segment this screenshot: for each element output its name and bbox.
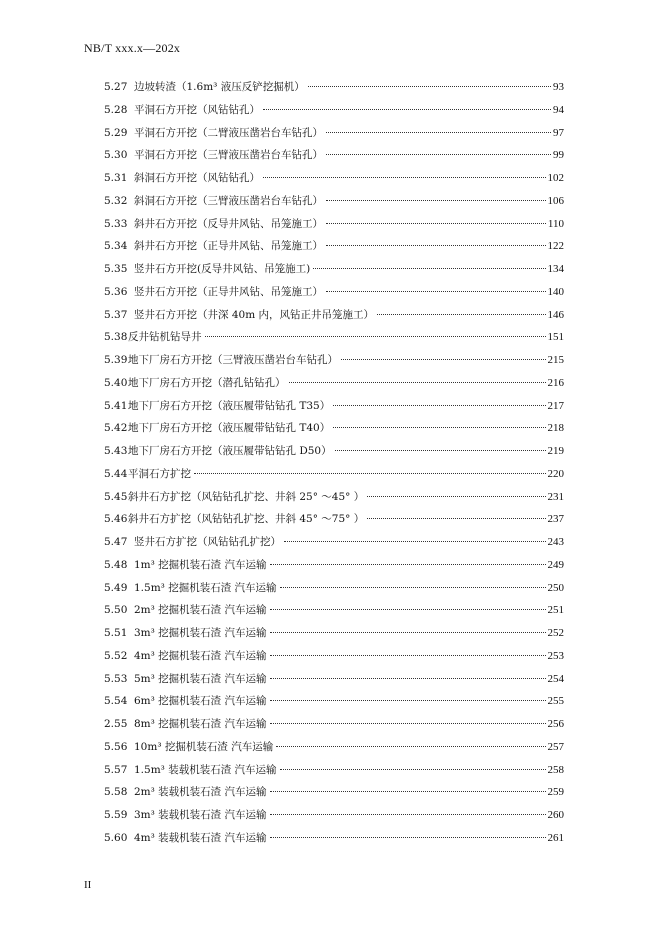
toc-entry-line (134, 714, 564, 734)
toc-entry-number: 5.28 (104, 103, 128, 116)
toc-entry-page: 151 (547, 331, 564, 344)
toc-entry-line (134, 828, 564, 848)
toc-entry-line (128, 487, 564, 507)
toc-entry-title: 5m³ 挖掘机装石渣 汽车运输 (134, 672, 267, 685)
toc-entry-line (134, 532, 564, 552)
dot-leader (280, 769, 546, 770)
toc-entry[interactable] (0, 123, 662, 143)
toc-entry-line (134, 691, 564, 711)
toc-entry-line (134, 168, 564, 188)
toc-entry-title: 斜井石方扩挖（风钻钻孔扩挖、井斜 25° ～45° ） (128, 490, 365, 503)
toc-entry-number: 5.54 (104, 695, 128, 708)
toc-entry-title: 斜井石方扩挖（风钻钻孔扩挖、井斜 45° ～75° ） (128, 513, 365, 526)
dot-leader (313, 268, 545, 269)
toc-entry-line (128, 441, 564, 461)
toc-entry-line (134, 737, 564, 757)
toc-entry[interactable] (0, 236, 662, 256)
toc-entry-title: 1.5m³ 装载机装石渣 汽车运输 (134, 763, 277, 776)
dot-leader (270, 791, 546, 792)
toc-entry-page: 261 (547, 831, 564, 844)
toc-entry-title: 6m³ 挖掘机装石渣 汽车运输 (134, 695, 267, 708)
toc-entry-line (134, 214, 564, 234)
toc-entry[interactable] (0, 441, 662, 461)
dot-leader (270, 678, 546, 679)
toc-entry-page: 255 (547, 695, 564, 708)
toc-entry[interactable] (0, 646, 662, 666)
toc-entry-page: 258 (547, 763, 564, 776)
toc-entry[interactable] (0, 396, 662, 416)
toc-entry-title: 竖井石方开挖(反导井风钻、吊笼施工) (134, 263, 311, 275)
toc-entry-page: 102 (547, 172, 564, 184)
dot-leader (276, 746, 545, 747)
document-code-header: NB/T xxx.x—202x (84, 41, 181, 55)
dot-leader (326, 154, 551, 155)
toc-entry-page: 219 (547, 445, 564, 457)
toc-entry-line (128, 327, 564, 347)
toc-entry-line (134, 191, 564, 211)
dot-leader (270, 723, 546, 724)
toc-entry-number: 5.32 (104, 194, 128, 207)
toc-entry[interactable] (0, 828, 662, 848)
dot-leader (289, 382, 546, 383)
dot-leader (308, 86, 551, 87)
toc-entry-number: 5.46 (104, 513, 128, 526)
page-number-footer: II (84, 879, 92, 891)
toc-entry-page: 99 (553, 149, 564, 162)
toc-entry[interactable] (0, 532, 662, 552)
dot-leader (270, 609, 546, 610)
toc-entry-line (134, 77, 564, 97)
dot-leader (270, 655, 546, 656)
toc-entry-number: 5.36 (104, 285, 128, 298)
toc-entry-page: 215 (547, 354, 564, 366)
dot-leader (377, 314, 546, 315)
toc-entry-title: 10m³ 挖掘机装石渣 汽车运输 (134, 740, 274, 753)
toc-entry-title: 反井钻机钻导井 (128, 331, 202, 344)
toc-entry-number: 5.39 (104, 354, 128, 366)
toc-entry-number: 5.43 (104, 445, 128, 457)
toc-entry[interactable] (0, 373, 662, 393)
toc-entry-line (128, 373, 564, 393)
toc-entry-line (134, 100, 564, 120)
toc-entry-line (134, 578, 564, 598)
toc-entry-number: 5.47 (104, 536, 128, 548)
toc-entry-title: 平洞石方开挖（风钻钻孔） (134, 103, 260, 116)
toc-entry-page: 94 (553, 103, 564, 116)
toc-entry-page: 134 (547, 263, 564, 275)
toc-entry-line (134, 646, 564, 666)
toc-entry[interactable] (0, 782, 662, 802)
toc-entry-page: 254 (547, 672, 564, 685)
toc-entry-page: 93 (553, 81, 564, 93)
toc-entry[interactable] (0, 714, 662, 734)
toc-entry-title: 8m³ 挖掘机装石渣 汽车运输 (134, 718, 267, 730)
toc-entry-line (134, 305, 564, 325)
toc-entry-page: 106 (547, 194, 564, 207)
toc-entry-page: 251 (547, 604, 564, 617)
toc-entry-title: 竖井石方开挖（井深 40m 内，风钻正井吊笼施工） (134, 308, 374, 321)
dot-leader (333, 427, 545, 428)
toc-entry-line (134, 123, 564, 143)
toc-entry-title: 斜洞石方开挖（三臂液压凿岩台车钻孔） (134, 194, 323, 207)
toc-entry-title: 平洞石方开挖（三臂液压凿岩台车钻孔） (134, 149, 323, 162)
toc-entry-page: 122 (547, 240, 564, 253)
dot-leader (284, 541, 546, 542)
toc-entry-line (134, 623, 564, 643)
toc-entry-page: 146 (547, 308, 564, 321)
dot-leader (270, 564, 546, 565)
toc-entry[interactable] (0, 737, 662, 757)
dot-leader (341, 359, 546, 360)
toc-entry[interactable] (0, 623, 662, 643)
toc-entry-title: 4m³ 装载机装石渣 汽车运输 (134, 831, 267, 844)
toc-entry-number: 5.48 (104, 558, 128, 571)
toc-entry-number: 5.52 (104, 649, 128, 662)
toc-entry-title: 竖井石方开挖（正导井风钻、吊笼施工） (134, 285, 323, 298)
toc-entry-page: 249 (547, 558, 564, 571)
toc-entry-title: 2m³ 挖掘机装石渣 汽车运输 (134, 604, 267, 617)
toc-entry-title: 地下厂房石方开挖（潜孔钻钻孔） (128, 376, 286, 389)
toc-entry-title: 地下厂房石方开挖（液压履带钻钻孔 T40） (128, 422, 331, 435)
toc-entry-page: 97 (553, 126, 564, 139)
toc-entry-line (134, 782, 564, 802)
toc-entry[interactable] (0, 760, 662, 780)
dot-leader (270, 837, 546, 838)
dot-leader (367, 518, 545, 519)
toc-entry-line (134, 282, 564, 302)
toc-entry-line (128, 464, 564, 484)
toc-entry-page: 243 (547, 536, 564, 548)
dot-leader (194, 473, 546, 474)
toc-entry-number: 5.49 (104, 581, 128, 594)
toc-entry-number: 2.55 (104, 718, 128, 730)
toc-entry-page: 259 (547, 786, 564, 799)
toc-entry-page: 253 (547, 649, 564, 662)
toc-entry[interactable] (0, 487, 662, 507)
toc-entry-title: 边坡转渣（1.6m³ 液压反铲挖掘机） (134, 81, 305, 93)
toc-entry-title: 平洞石方开挖（二臂液压凿岩台车钻孔） (134, 126, 323, 139)
toc-entry[interactable] (0, 578, 662, 598)
toc-entry-page: 140 (547, 285, 564, 298)
toc-entry-page: 257 (547, 740, 564, 753)
toc-entry-line (128, 396, 564, 416)
dot-leader (280, 587, 546, 588)
toc-entry[interactable] (0, 100, 662, 120)
toc-entry-line (134, 259, 564, 279)
toc-entry[interactable] (0, 669, 662, 689)
dot-leader (326, 200, 546, 201)
toc-entry-number: 5.29 (104, 126, 128, 139)
toc-entry-number: 5.41 (104, 399, 128, 412)
toc-entry[interactable] (0, 145, 662, 165)
toc-entry-line (134, 669, 564, 689)
toc-entry-number: 5.30 (104, 149, 128, 162)
toc-entry-number: 5.38 (104, 331, 128, 344)
toc-entry-page: 256 (547, 718, 564, 730)
dot-leader (205, 336, 546, 337)
toc-entry-page: 218 (547, 422, 564, 435)
toc-entry-title: 1m³ 挖掘机装石渣 汽车运输 (134, 558, 267, 571)
toc-entry-number: 5.27 (104, 81, 128, 93)
dot-leader (367, 496, 545, 497)
toc-entry-title: 地下厂房石方开挖（液压履带钻钻孔 D50） (128, 445, 332, 457)
toc-entry[interactable] (0, 600, 662, 620)
toc-entry-number: 5.60 (104, 831, 128, 844)
toc-entry-title: 斜洞石方开挖（风钻钻孔） (134, 172, 260, 184)
toc-entry-page: 231 (547, 490, 564, 503)
toc-entry-line (134, 600, 564, 620)
toc-entry-number: 5.50 (104, 604, 128, 617)
toc-entry-line (128, 418, 564, 438)
dot-leader (263, 109, 551, 110)
toc-entry[interactable] (0, 805, 662, 825)
dot-leader (263, 177, 546, 178)
dot-leader (270, 700, 546, 701)
toc-entry[interactable] (0, 509, 662, 529)
toc-entry[interactable] (0, 418, 662, 438)
toc-entry[interactable] (0, 327, 662, 347)
toc-entry[interactable] (0, 191, 662, 211)
toc-entry-line (134, 760, 564, 780)
toc-entry[interactable] (0, 350, 662, 370)
toc-entry-line (134, 145, 564, 165)
toc-entry-number: 5.57 (104, 763, 128, 776)
toc-entry[interactable] (0, 555, 662, 575)
toc-entry[interactable] (0, 464, 662, 484)
dot-leader (333, 405, 545, 406)
toc-entry-number: 5.51 (104, 627, 128, 639)
toc-entry-title: 地下厂房石方开挖（液压履带钻钻孔 T35） (128, 399, 331, 412)
toc-entry-number: 5.33 (104, 217, 128, 230)
dot-leader (326, 245, 546, 246)
toc-entry-title: 3m³ 装载机装石渣 汽车运输 (134, 809, 267, 821)
toc-entry-page: 237 (547, 513, 564, 526)
toc-entry-title: 斜井石方开挖（正导井风钻、吊笼施工） (134, 240, 323, 253)
toc-entry-line (128, 350, 564, 370)
toc-entry-page: 260 (547, 809, 564, 821)
toc-entry-title: 2m³ 装载机装石渣 汽车运输 (134, 786, 267, 799)
toc-entry-title: 竖井石方扩挖（风钻钻孔扩挖） (134, 536, 281, 548)
dot-leader (270, 632, 546, 633)
toc-entry-page: 216 (547, 376, 564, 389)
dot-leader (270, 814, 546, 815)
toc-entry[interactable] (0, 691, 662, 711)
toc-entry-title: 平洞石方扩挖 (128, 467, 191, 480)
toc-entry-title: 4m³ 挖掘机装石渣 汽车运输 (134, 649, 267, 662)
toc-entry-line (128, 509, 564, 529)
toc-entry-title: 斜井石方开挖（反导井风钻、吊笼施工） (134, 217, 323, 230)
dot-leader (326, 291, 546, 292)
toc-entry-number: 5.53 (104, 672, 128, 685)
toc-entry-page: 252 (547, 627, 564, 639)
toc-entry[interactable] (0, 77, 662, 97)
dot-leader (326, 132, 551, 133)
toc-entry-page: 220 (547, 467, 564, 480)
toc-entry-title: 3m³ 挖掘机装石渣 汽车运输 (134, 627, 267, 639)
toc-entry-page: 250 (547, 581, 564, 594)
toc-entry-number: 5.59 (104, 809, 128, 821)
toc-entry[interactable] (0, 214, 662, 234)
toc-entry-page: 110 (547, 217, 564, 230)
toc-entry-line (134, 555, 564, 575)
toc-entry[interactable] (0, 259, 662, 279)
toc-entry-number: 5.45 (104, 490, 128, 503)
toc-entry-number: 5.56 (104, 740, 128, 753)
toc-entry-title: 地下厂房石方开挖（三臂液压凿岩台车钻孔） (128, 354, 338, 366)
toc-entry[interactable] (0, 305, 662, 325)
toc-entry-page: 217 (547, 399, 564, 412)
toc-entry[interactable] (0, 282, 662, 302)
toc-entry-number: 5.44 (104, 467, 128, 480)
dot-leader (326, 223, 546, 224)
toc-entry-title: 1.5m³ 挖掘机装石渣 汽车运输 (134, 581, 277, 594)
toc-entry[interactable] (0, 168, 662, 188)
toc-entry-number: 5.40 (104, 376, 128, 389)
toc-entry-line (134, 236, 564, 256)
toc-entry-number: 5.31 (104, 172, 128, 184)
toc-entry-number: 5.35 (104, 263, 128, 275)
toc-entry-number: 5.58 (104, 786, 128, 799)
toc-entry-number: 5.42 (104, 422, 128, 435)
toc-entry-number: 5.37 (104, 308, 128, 321)
dot-leader (335, 450, 546, 451)
toc-entry-number: 5.34 (104, 240, 128, 253)
toc-entry-line (134, 805, 564, 825)
